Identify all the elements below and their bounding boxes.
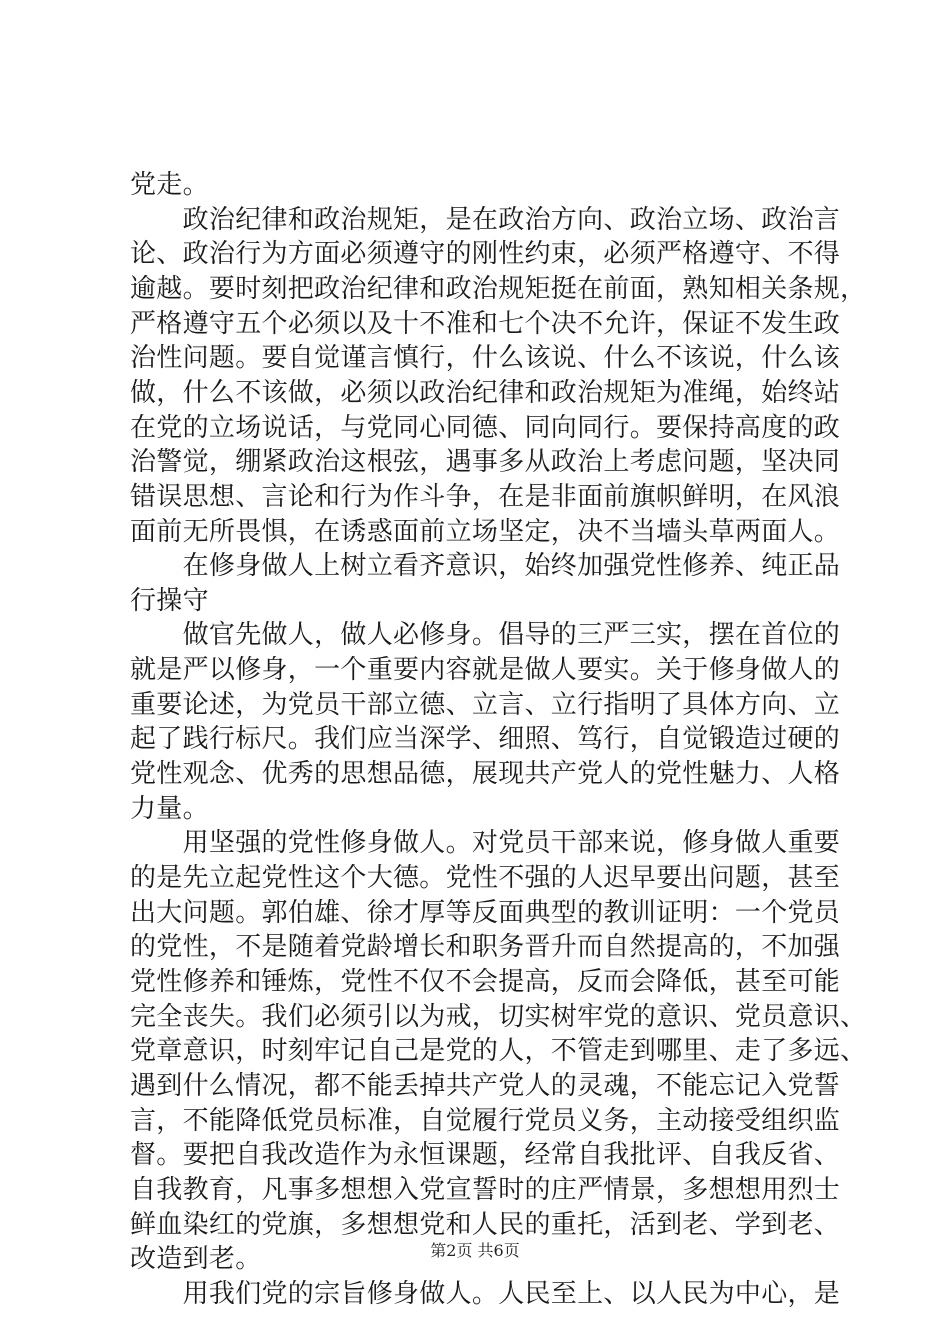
text-line: 行操守: [130, 585, 209, 616]
page-footer: 第2页 共6页: [430, 1241, 520, 1260]
text-line: 起了践行标尺。我们应当深学、细照、笃行，自觉锻造过硬的: [130, 724, 841, 755]
text-line: 就是严以修身，一个重要内容就是做人要实。关于修身做人的: [130, 655, 841, 686]
text-line: 完全丧失。我们必须引以为戒，切实树牢党的意识、党员意识、: [130, 1001, 867, 1032]
text-line: 错误思想、言论和行为作斗争，在是非面前旗帜鲜明，在风浪: [130, 481, 841, 512]
text-line: 党走。: [130, 170, 209, 200]
text-line: 治性问题。要自觉谨言慎行，什么该说、什么不该说，什么该: [130, 343, 841, 374]
text-line: 做官先做人，做人必修身。倡导的三严三实，摆在首位的: [130, 620, 841, 651]
text-line: 用我们党的宗旨修身做人。人民至上、以人民为中心，是: [130, 1278, 841, 1309]
text-line: 力量。: [130, 793, 209, 824]
text-line: 党性修养和锤炼，党性不仅不会提高，反而会降低，甚至可能: [130, 966, 841, 997]
text-line: 改造到老。: [130, 1244, 262, 1275]
text-line: 在党的立场说话，与党同心同德、同向同行。要保持高度的政: [130, 412, 841, 443]
text-line: 自我教育，凡事多想想入党宣誓时的庄严情景，多想想用烈士: [130, 1174, 841, 1205]
text-line: 论、政治行为方面必须遵守的刚性约束，必须严格遵守、不得: [130, 239, 841, 270]
text-line: 的是先立起党性这个大德。党性不强的人迟早要出问题，甚至: [130, 863, 841, 893]
text-line: 鲜血染红的党旗，多想想党和人民的重托，活到老、学到老、: [130, 1209, 841, 1240]
text-line: 言，不能降低党员标准，自觉履行党员义务，主动接受组织监: [130, 1105, 841, 1136]
text-line: 重要论述，为党员干部立德、立言、立行指明了具体方向、立: [130, 689, 841, 720]
text-line: 党章意识，时刻牢记自己是党的人，不管走到哪里、走了多远、: [130, 1036, 867, 1067]
text-line: 逾越。要时刻把政治纪律和政治规矩挺在前面，熟知相关条规，: [130, 273, 867, 304]
text-line: 治警觉，绷紧政治这根弦，遇事多从政治上考虑问题，坚决同: [130, 447, 841, 478]
text-line: 用坚强的党性修身做人。对党员干部来说，修身做人重要: [130, 828, 841, 859]
text-line: 的党性，不是随着党龄增长和职务晋升而自然提高的，不加强: [130, 932, 841, 963]
text-line: 出大问题。郭伯雄、徐才厚等反面典型的教训证明：一个党员: [130, 897, 841, 928]
text-line: 政治纪律和政治规矩，是在政治方向、政治立场、政治言: [130, 204, 841, 235]
text-line: 严格遵守五个必须以及十不准和七个决不允许，保证不发生政: [130, 308, 841, 339]
text-line: 面前无所畏惧，在诱惑面前立场坚定，决不当墙头草两面人。: [130, 516, 841, 547]
text-line: 党性观念、优秀的思想品德，展现共产党人的党性魅力、人格: [130, 759, 841, 790]
text-line: 在修身做人上树立看齐意识，始终加强党性修养、纯正品: [130, 551, 841, 582]
text-line: 做，什么不该做，必须以政治纪律和政治规矩为准绳，始终站: [130, 377, 841, 408]
text-line: 遇到什么情况，都不能丢掉共产党人的灵魂，不能忘记入党誓: [130, 1070, 841, 1101]
text-line: 督。要把自我改造作为永恒课题，经常自我批评、自我反省、: [130, 1140, 841, 1171]
